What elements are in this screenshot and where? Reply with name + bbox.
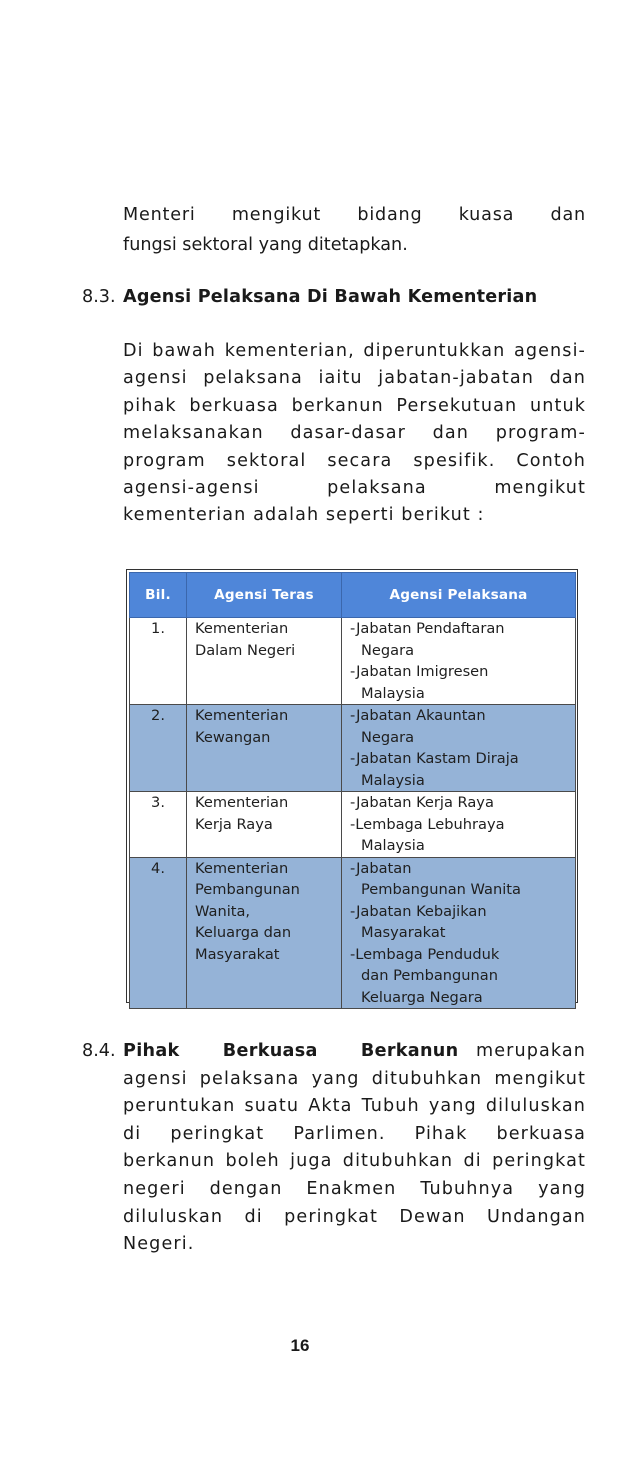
pelaksana-line: -Jabatan Imigresen — [350, 663, 489, 680]
intro-paragraph — [123, 200, 586, 260]
header-bil: Bil. — [130, 573, 187, 618]
pelaksana-line: -Jabatan Akauntan — [350, 707, 486, 724]
pelaksana-line: -Jabatan Kerja Raya — [350, 794, 494, 811]
row-agensi-pelaksana — [342, 857, 576, 1009]
section-84-title: Pihak Berkuasa Berkanun — [123, 1041, 459, 1061]
pelaksana-line: -Jabatan Kastam Diraja — [350, 750, 519, 767]
section-84 — [82, 1038, 586, 1259]
teras-line: Kerja Raya — [195, 815, 273, 833]
intro-line-1: Menteri mengikut bidang kuasa dan — [123, 205, 586, 225]
row-agensi-pelaksana — [342, 705, 576, 792]
row-agensi-pelaksana — [342, 792, 576, 858]
section-83-number: 8.3. — [82, 287, 116, 307]
teras-line: Wanita, — [195, 902, 251, 920]
pelaksana-line: Keluarga Negara — [361, 988, 483, 1006]
intro-line-2: fungsi sektoral yang ditetapkan. — [123, 235, 408, 255]
pelaksana-line: -Jabatan Pendaftaran — [350, 620, 505, 637]
section-83-heading — [82, 283, 602, 311]
header-agensi-pelaksana: Agensi Pelaksana — [342, 573, 576, 618]
section-83-paragraph: Di bawah kementerian, diperuntukkan agensi-agensi pelaksana iaitu jabatan-jabatan dan pihak berkuasa berkanun Persekutuan untuk melaksanakan dasar-dasar dan program-program sektoral secara spesifik. Contoh agensi-agensi pelaksana mengikut kementerian adalah seperti berikut : — [123, 341, 586, 526]
pelaksana-line: -Lembaga Penduduk — [350, 945, 500, 963]
pelaksana-line: Malaysia — [361, 684, 425, 702]
table-row — [130, 705, 576, 792]
teras-line: Kementerian — [195, 794, 289, 811]
agency-table-frame — [126, 569, 578, 1006]
section-84-text: merupakan agensi pelaksana yang ditubuhkan mengikut peruntukan suatu Akta Tubuh yang diluluskan di peringkat Parlimen. Pihak berkuasa berkanun boleh juga ditubuhkan di peringkat negeri dengan Enakmen Tubuhnya yang diluluskan di peringkat Dewan Undangan Negeri. — [123, 1041, 586, 1255]
row-bil: 4. — [130, 857, 187, 1009]
section-84-paragraph — [123, 1038, 586, 1259]
teras-line: Kementerian — [195, 859, 289, 877]
pelaksana-line: Pembangunan Wanita — [361, 881, 521, 898]
pelaksana-line: Negara — [361, 728, 415, 746]
teras-line: Masyarakat — [195, 945, 280, 963]
pelaksana-line: dan Pembangunan — [361, 967, 498, 984]
row-bil: 2. — [130, 705, 187, 792]
row-bil: 3. — [130, 792, 187, 858]
table-header-row — [130, 573, 576, 618]
pelaksana-line: Malaysia — [361, 837, 425, 854]
table-row — [130, 857, 576, 1009]
row-agensi-teras — [187, 792, 342, 858]
row-agensi-teras — [187, 705, 342, 792]
teras-line: Kewangan — [195, 728, 271, 746]
header-agensi-teras: Agensi Teras — [187, 573, 342, 618]
row-agensi-teras — [187, 857, 342, 1009]
pelaksana-line: Masyarakat — [361, 924, 446, 941]
row-agensi-teras — [187, 618, 342, 705]
teras-line: Keluarga dan — [195, 924, 292, 941]
teras-line: Dalam Negeri — [195, 641, 296, 659]
teras-line: Kementerian — [195, 620, 289, 637]
section-83-title: Agensi Pelaksana Di Bawah Kementerian — [123, 287, 538, 307]
table-row — [130, 618, 576, 705]
agency-table — [129, 572, 576, 1009]
teras-line: Kementerian — [195, 707, 289, 724]
section-84-number: 8.4. — [82, 1041, 116, 1061]
teras-line: Pembangunan — [195, 881, 300, 898]
row-bil: 1. — [130, 618, 187, 705]
pelaksana-line: -Jabatan Kebajikan — [350, 902, 487, 920]
pelaksana-line: Malaysia — [361, 771, 425, 789]
table-row — [130, 792, 576, 858]
row-agensi-pelaksana — [342, 618, 576, 705]
pelaksana-line: -Lembaga Lebuhraya — [350, 815, 505, 833]
pelaksana-line: Negara — [361, 641, 415, 659]
pelaksana-line: -Jabatan — [350, 859, 412, 877]
page-number: 16 — [290, 1336, 310, 1355]
